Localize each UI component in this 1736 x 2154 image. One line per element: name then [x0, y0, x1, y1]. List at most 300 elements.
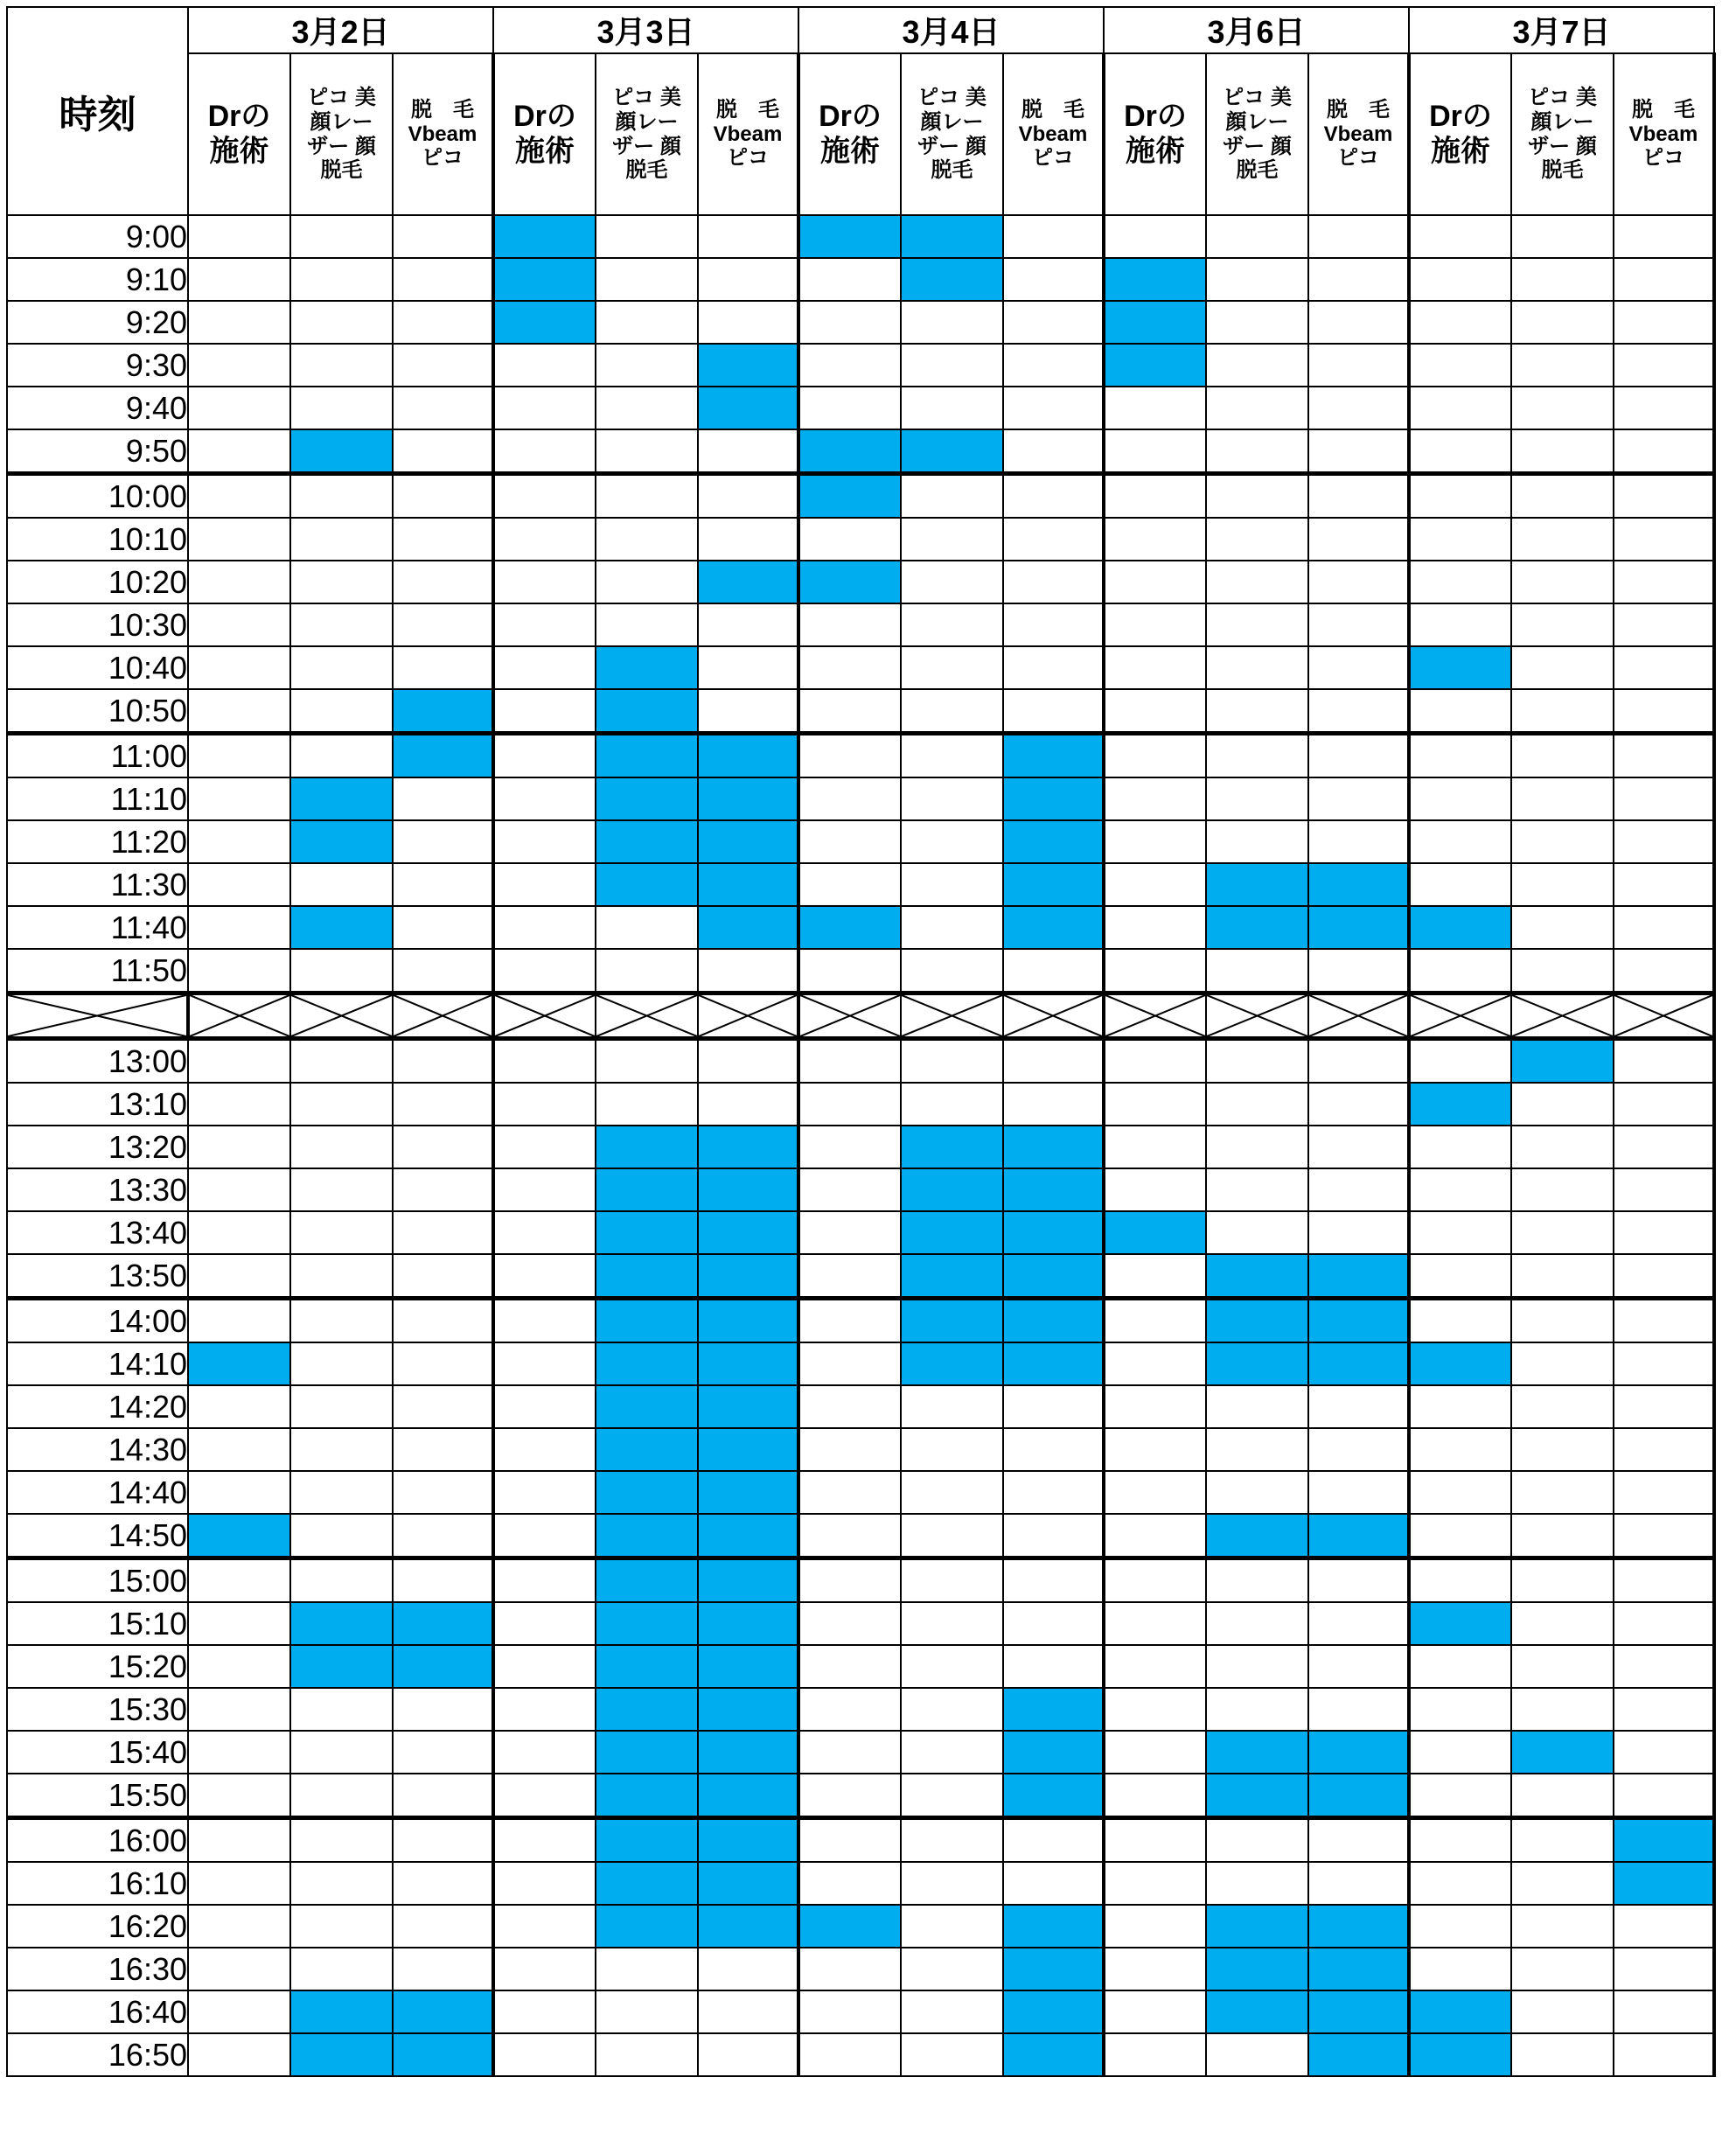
available-slot-cell[interactable] — [798, 1083, 901, 1126]
available-slot-cell[interactable] — [1206, 646, 1308, 689]
available-slot-cell[interactable] — [1511, 863, 1614, 906]
available-slot-cell[interactable] — [290, 561, 393, 603]
available-slot-cell[interactable] — [290, 258, 393, 301]
available-slot-cell[interactable] — [290, 1948, 393, 1990]
available-slot-cell[interactable] — [393, 1039, 493, 1084]
available-slot-cell[interactable] — [901, 1774, 1003, 1818]
available-slot-cell[interactable] — [1308, 1602, 1409, 1645]
booked-slot-cell[interactable] — [1003, 1731, 1104, 1774]
available-slot-cell[interactable] — [901, 906, 1003, 949]
booked-slot-cell[interactable] — [1003, 1905, 1104, 1948]
available-slot-cell[interactable] — [1614, 301, 1714, 344]
available-slot-cell[interactable] — [1511, 387, 1614, 429]
booked-slot-cell[interactable] — [1409, 2033, 1511, 2076]
booked-slot-cell[interactable] — [493, 258, 596, 301]
booked-slot-cell[interactable] — [1206, 1774, 1308, 1818]
available-slot-cell[interactable] — [1409, 949, 1511, 993]
available-slot-cell[interactable] — [901, 474, 1003, 519]
available-slot-cell[interactable] — [1511, 1558, 1614, 1603]
available-slot-cell[interactable] — [493, 1471, 596, 1514]
available-slot-cell[interactable] — [188, 1083, 290, 1126]
available-slot-cell[interactable] — [1409, 1211, 1511, 1254]
available-slot-cell[interactable] — [1511, 258, 1614, 301]
available-slot-cell[interactable] — [1614, 906, 1714, 949]
available-slot-cell[interactable] — [1511, 1385, 1614, 1428]
available-slot-cell[interactable] — [290, 344, 393, 387]
available-slot-cell[interactable] — [901, 301, 1003, 344]
booked-slot-cell[interactable] — [1409, 1083, 1511, 1126]
available-slot-cell[interactable] — [1003, 1818, 1104, 1863]
available-slot-cell[interactable] — [1104, 429, 1206, 474]
available-slot-cell[interactable] — [493, 429, 596, 474]
booked-slot-cell[interactable] — [1308, 1905, 1409, 1948]
available-slot-cell[interactable] — [1409, 1514, 1511, 1558]
available-slot-cell[interactable] — [698, 689, 798, 734]
available-slot-cell[interactable] — [493, 777, 596, 820]
available-slot-cell[interactable] — [901, 777, 1003, 820]
available-slot-cell[interactable] — [393, 906, 493, 949]
available-slot-cell[interactable] — [493, 1083, 596, 1126]
available-slot-cell[interactable] — [1206, 301, 1308, 344]
available-slot-cell[interactable] — [1206, 1083, 1308, 1126]
available-slot-cell[interactable] — [798, 1168, 901, 1211]
available-slot-cell[interactable] — [1206, 1385, 1308, 1428]
available-slot-cell[interactable] — [493, 2033, 596, 2076]
available-slot-cell[interactable] — [1409, 344, 1511, 387]
available-slot-cell[interactable] — [1206, 734, 1308, 778]
available-slot-cell[interactable] — [493, 1428, 596, 1471]
available-slot-cell[interactable] — [1614, 215, 1714, 258]
booked-slot-cell[interactable] — [1308, 1990, 1409, 2033]
available-slot-cell[interactable] — [1409, 863, 1511, 906]
available-slot-cell[interactable] — [798, 689, 901, 734]
available-slot-cell[interactable] — [1614, 863, 1714, 906]
booked-slot-cell[interactable] — [596, 1731, 698, 1774]
available-slot-cell[interactable] — [393, 1428, 493, 1471]
booked-slot-cell[interactable] — [596, 1342, 698, 1385]
available-slot-cell[interactable] — [1511, 1948, 1614, 1990]
booked-slot-cell[interactable] — [596, 1254, 698, 1299]
available-slot-cell[interactable] — [798, 1385, 901, 1428]
available-slot-cell[interactable] — [188, 258, 290, 301]
available-slot-cell[interactable] — [1409, 215, 1511, 258]
available-slot-cell[interactable] — [1308, 1558, 1409, 1603]
available-slot-cell[interactable] — [1409, 1299, 1511, 1343]
booked-slot-cell[interactable] — [1003, 1126, 1104, 1168]
available-slot-cell[interactable] — [1308, 820, 1409, 863]
available-slot-cell[interactable] — [596, 2033, 698, 2076]
available-slot-cell[interactable] — [1614, 1558, 1714, 1603]
available-slot-cell[interactable] — [1003, 1862, 1104, 1905]
available-slot-cell[interactable] — [596, 301, 698, 344]
booked-slot-cell[interactable] — [1003, 906, 1104, 949]
available-slot-cell[interactable] — [798, 1428, 901, 1471]
available-slot-cell[interactable] — [493, 1948, 596, 1990]
available-slot-cell[interactable] — [493, 1862, 596, 1905]
available-slot-cell[interactable] — [1308, 301, 1409, 344]
available-slot-cell[interactable] — [393, 820, 493, 863]
available-slot-cell[interactable] — [1104, 474, 1206, 519]
booked-slot-cell[interactable] — [596, 1602, 698, 1645]
available-slot-cell[interactable] — [1104, 561, 1206, 603]
booked-slot-cell[interactable] — [290, 906, 393, 949]
available-slot-cell[interactable] — [188, 1211, 290, 1254]
available-slot-cell[interactable] — [596, 603, 698, 646]
available-slot-cell[interactable] — [290, 474, 393, 519]
available-slot-cell[interactable] — [1206, 1558, 1308, 1603]
available-slot-cell[interactable] — [188, 1558, 290, 1603]
available-slot-cell[interactable] — [596, 429, 698, 474]
available-slot-cell[interactable] — [798, 1558, 901, 1603]
available-slot-cell[interactable] — [493, 561, 596, 603]
available-slot-cell[interactable] — [1308, 1039, 1409, 1084]
available-slot-cell[interactable] — [1308, 734, 1409, 778]
available-slot-cell[interactable] — [1206, 1688, 1308, 1731]
available-slot-cell[interactable] — [1614, 1688, 1714, 1731]
booked-slot-cell[interactable] — [798, 474, 901, 519]
available-slot-cell[interactable] — [1206, 1818, 1308, 1863]
available-slot-cell[interactable] — [188, 301, 290, 344]
booked-slot-cell[interactable] — [596, 1168, 698, 1211]
available-slot-cell[interactable] — [1409, 387, 1511, 429]
booked-slot-cell[interactable] — [1003, 1168, 1104, 1211]
available-slot-cell[interactable] — [596, 474, 698, 519]
available-slot-cell[interactable] — [1614, 1731, 1714, 1774]
available-slot-cell[interactable] — [901, 863, 1003, 906]
available-slot-cell[interactable] — [1104, 1948, 1206, 1990]
available-slot-cell[interactable] — [1511, 561, 1614, 603]
available-slot-cell[interactable] — [493, 518, 596, 561]
available-slot-cell[interactable] — [1614, 1428, 1714, 1471]
available-slot-cell[interactable] — [493, 734, 596, 778]
available-slot-cell[interactable] — [1104, 1083, 1206, 1126]
available-slot-cell[interactable] — [901, 1990, 1003, 2033]
available-slot-cell[interactable] — [493, 1385, 596, 1428]
available-slot-cell[interactable] — [901, 603, 1003, 646]
available-slot-cell[interactable] — [1104, 863, 1206, 906]
booked-slot-cell[interactable] — [901, 1211, 1003, 1254]
booked-slot-cell[interactable] — [698, 561, 798, 603]
available-slot-cell[interactable] — [1308, 474, 1409, 519]
available-slot-cell[interactable] — [1003, 387, 1104, 429]
available-slot-cell[interactable] — [393, 1342, 493, 1385]
available-slot-cell[interactable] — [393, 1862, 493, 1905]
available-slot-cell[interactable] — [493, 1905, 596, 1948]
available-slot-cell[interactable] — [1308, 603, 1409, 646]
available-slot-cell[interactable] — [1409, 689, 1511, 734]
available-slot-cell[interactable] — [1614, 734, 1714, 778]
available-slot-cell[interactable] — [393, 1083, 493, 1126]
available-slot-cell[interactable] — [1206, 561, 1308, 603]
available-slot-cell[interactable] — [1206, 1039, 1308, 1084]
available-slot-cell[interactable] — [1614, 1299, 1714, 1343]
available-slot-cell[interactable] — [1614, 1645, 1714, 1688]
available-slot-cell[interactable] — [1511, 1211, 1614, 1254]
available-slot-cell[interactable] — [1104, 518, 1206, 561]
available-slot-cell[interactable] — [798, 258, 901, 301]
booked-slot-cell[interactable] — [1104, 344, 1206, 387]
available-slot-cell[interactable] — [188, 1299, 290, 1343]
available-slot-cell[interactable] — [1614, 387, 1714, 429]
available-slot-cell[interactable] — [493, 474, 596, 519]
available-slot-cell[interactable] — [1409, 1428, 1511, 1471]
available-slot-cell[interactable] — [290, 1211, 393, 1254]
available-slot-cell[interactable] — [1206, 1428, 1308, 1471]
booked-slot-cell[interactable] — [290, 1990, 393, 2033]
available-slot-cell[interactable] — [1308, 689, 1409, 734]
available-slot-cell[interactable] — [1614, 820, 1714, 863]
available-slot-cell[interactable] — [1104, 1428, 1206, 1471]
available-slot-cell[interactable] — [393, 1818, 493, 1863]
available-slot-cell[interactable] — [1308, 518, 1409, 561]
available-slot-cell[interactable] — [493, 689, 596, 734]
available-slot-cell[interactable] — [493, 1774, 596, 1818]
available-slot-cell[interactable] — [188, 820, 290, 863]
available-slot-cell[interactable] — [1511, 906, 1614, 949]
available-slot-cell[interactable] — [1614, 2033, 1714, 2076]
available-slot-cell[interactable] — [1409, 429, 1511, 474]
available-slot-cell[interactable] — [798, 1471, 901, 1514]
available-slot-cell[interactable] — [798, 1514, 901, 1558]
available-slot-cell[interactable] — [493, 387, 596, 429]
available-slot-cell[interactable] — [901, 1602, 1003, 1645]
available-slot-cell[interactable] — [1409, 1471, 1511, 1514]
available-slot-cell[interactable] — [1104, 1471, 1206, 1514]
available-slot-cell[interactable] — [290, 1558, 393, 1603]
available-slot-cell[interactable] — [798, 863, 901, 906]
available-slot-cell[interactable] — [1614, 1083, 1714, 1126]
booked-slot-cell[interactable] — [698, 1168, 798, 1211]
available-slot-cell[interactable] — [596, 344, 698, 387]
booked-slot-cell[interactable] — [698, 1211, 798, 1254]
available-slot-cell[interactable] — [188, 1818, 290, 1863]
available-slot-cell[interactable] — [290, 1254, 393, 1299]
available-slot-cell[interactable] — [901, 1905, 1003, 1948]
available-slot-cell[interactable] — [1308, 387, 1409, 429]
available-slot-cell[interactable] — [698, 646, 798, 689]
booked-slot-cell[interactable] — [1409, 906, 1511, 949]
booked-slot-cell[interactable] — [1003, 820, 1104, 863]
booked-slot-cell[interactable] — [698, 777, 798, 820]
available-slot-cell[interactable] — [1003, 429, 1104, 474]
available-slot-cell[interactable] — [698, 1948, 798, 1990]
available-slot-cell[interactable] — [1104, 820, 1206, 863]
available-slot-cell[interactable] — [393, 1168, 493, 1211]
available-slot-cell[interactable] — [188, 344, 290, 387]
booked-slot-cell[interactable] — [698, 1514, 798, 1558]
available-slot-cell[interactable] — [1206, 1602, 1308, 1645]
available-slot-cell[interactable] — [1614, 1039, 1714, 1084]
booked-slot-cell[interactable] — [1511, 1039, 1614, 1084]
available-slot-cell[interactable] — [798, 1688, 901, 1731]
booked-slot-cell[interactable] — [1206, 1299, 1308, 1343]
available-slot-cell[interactable] — [1614, 1126, 1714, 1168]
booked-slot-cell[interactable] — [1104, 258, 1206, 301]
available-slot-cell[interactable] — [1511, 1126, 1614, 1168]
available-slot-cell[interactable] — [1614, 258, 1714, 301]
booked-slot-cell[interactable] — [698, 1602, 798, 1645]
available-slot-cell[interactable] — [493, 1990, 596, 2033]
available-slot-cell[interactable] — [1104, 603, 1206, 646]
available-slot-cell[interactable] — [1104, 646, 1206, 689]
available-slot-cell[interactable] — [188, 2033, 290, 2076]
available-slot-cell[interactable] — [290, 1039, 393, 1084]
available-slot-cell[interactable] — [493, 1602, 596, 1645]
available-slot-cell[interactable] — [493, 1168, 596, 1211]
available-slot-cell[interactable] — [188, 1774, 290, 1818]
available-slot-cell[interactable] — [798, 1254, 901, 1299]
available-slot-cell[interactable] — [596, 949, 698, 993]
booked-slot-cell[interactable] — [1104, 1211, 1206, 1254]
available-slot-cell[interactable] — [1511, 1083, 1614, 1126]
available-slot-cell[interactable] — [188, 1385, 290, 1428]
available-slot-cell[interactable] — [393, 344, 493, 387]
available-slot-cell[interactable] — [1308, 344, 1409, 387]
available-slot-cell[interactable] — [1104, 1039, 1206, 1084]
available-slot-cell[interactable] — [1206, 258, 1308, 301]
available-slot-cell[interactable] — [901, 1385, 1003, 1428]
available-slot-cell[interactable] — [493, 1558, 596, 1603]
booked-slot-cell[interactable] — [698, 906, 798, 949]
available-slot-cell[interactable] — [290, 949, 393, 993]
available-slot-cell[interactable] — [393, 301, 493, 344]
booked-slot-cell[interactable] — [901, 429, 1003, 474]
available-slot-cell[interactable] — [290, 689, 393, 734]
available-slot-cell[interactable] — [188, 1948, 290, 1990]
available-slot-cell[interactable] — [188, 215, 290, 258]
booked-slot-cell[interactable] — [698, 863, 798, 906]
available-slot-cell[interactable] — [1511, 734, 1614, 778]
available-slot-cell[interactable] — [1409, 1948, 1511, 1990]
booked-slot-cell[interactable] — [798, 215, 901, 258]
available-slot-cell[interactable] — [493, 1818, 596, 1863]
available-slot-cell[interactable] — [1003, 689, 1104, 734]
available-slot-cell[interactable] — [798, 301, 901, 344]
available-slot-cell[interactable] — [290, 1083, 393, 1126]
booked-slot-cell[interactable] — [1206, 1948, 1308, 1990]
available-slot-cell[interactable] — [493, 949, 596, 993]
available-slot-cell[interactable] — [188, 1862, 290, 1905]
available-slot-cell[interactable] — [1511, 603, 1614, 646]
available-slot-cell[interactable] — [290, 1342, 393, 1385]
booked-slot-cell[interactable] — [698, 1471, 798, 1514]
booked-slot-cell[interactable] — [1003, 1211, 1104, 1254]
available-slot-cell[interactable] — [1003, 1645, 1104, 1688]
available-slot-cell[interactable] — [290, 1385, 393, 1428]
booked-slot-cell[interactable] — [698, 1342, 798, 1385]
booked-slot-cell[interactable] — [290, 429, 393, 474]
available-slot-cell[interactable] — [1206, 387, 1308, 429]
available-slot-cell[interactable] — [188, 949, 290, 993]
booked-slot-cell[interactable] — [290, 1645, 393, 1688]
available-slot-cell[interactable] — [901, 1688, 1003, 1731]
available-slot-cell[interactable] — [393, 1948, 493, 1990]
available-slot-cell[interactable] — [493, 1731, 596, 1774]
available-slot-cell[interactable] — [393, 258, 493, 301]
booked-slot-cell[interactable] — [596, 1428, 698, 1471]
available-slot-cell[interactable] — [698, 429, 798, 474]
available-slot-cell[interactable] — [493, 820, 596, 863]
available-slot-cell[interactable] — [1104, 2033, 1206, 2076]
available-slot-cell[interactable] — [188, 1471, 290, 1514]
available-slot-cell[interactable] — [393, 1385, 493, 1428]
available-slot-cell[interactable] — [798, 646, 901, 689]
available-slot-cell[interactable] — [1206, 603, 1308, 646]
available-slot-cell[interactable] — [393, 474, 493, 519]
available-slot-cell[interactable] — [798, 344, 901, 387]
available-slot-cell[interactable] — [493, 1039, 596, 1084]
booked-slot-cell[interactable] — [698, 734, 798, 778]
available-slot-cell[interactable] — [1511, 646, 1614, 689]
booked-slot-cell[interactable] — [1308, 1948, 1409, 1990]
available-slot-cell[interactable] — [901, 1731, 1003, 1774]
available-slot-cell[interactable] — [1003, 1558, 1104, 1603]
available-slot-cell[interactable] — [188, 689, 290, 734]
available-slot-cell[interactable] — [1409, 474, 1511, 519]
available-slot-cell[interactable] — [1104, 1342, 1206, 1385]
available-slot-cell[interactable] — [1003, 1039, 1104, 1084]
booked-slot-cell[interactable] — [596, 689, 698, 734]
booked-slot-cell[interactable] — [698, 1299, 798, 1343]
available-slot-cell[interactable] — [1308, 1862, 1409, 1905]
available-slot-cell[interactable] — [1308, 777, 1409, 820]
available-slot-cell[interactable] — [393, 1774, 493, 1818]
available-slot-cell[interactable] — [393, 1471, 493, 1514]
available-slot-cell[interactable] — [1104, 949, 1206, 993]
available-slot-cell[interactable] — [1614, 1774, 1714, 1818]
booked-slot-cell[interactable] — [698, 1905, 798, 1948]
available-slot-cell[interactable] — [290, 1514, 393, 1558]
available-slot-cell[interactable] — [1206, 820, 1308, 863]
available-slot-cell[interactable] — [188, 1688, 290, 1731]
available-slot-cell[interactable] — [393, 777, 493, 820]
booked-slot-cell[interactable] — [1614, 1862, 1714, 1905]
available-slot-cell[interactable] — [901, 1083, 1003, 1126]
available-slot-cell[interactable] — [596, 1990, 698, 2033]
booked-slot-cell[interactable] — [393, 689, 493, 734]
available-slot-cell[interactable] — [188, 474, 290, 519]
available-slot-cell[interactable] — [1003, 1083, 1104, 1126]
available-slot-cell[interactable] — [1104, 1818, 1206, 1863]
available-slot-cell[interactable] — [1409, 1688, 1511, 1731]
available-slot-cell[interactable] — [1614, 603, 1714, 646]
booked-slot-cell[interactable] — [596, 1862, 698, 1905]
available-slot-cell[interactable] — [1003, 646, 1104, 689]
available-slot-cell[interactable] — [1308, 1818, 1409, 1863]
available-slot-cell[interactable] — [1104, 215, 1206, 258]
available-slot-cell[interactable] — [393, 1905, 493, 1948]
available-slot-cell[interactable] — [1003, 561, 1104, 603]
available-slot-cell[interactable] — [1511, 949, 1614, 993]
booked-slot-cell[interactable] — [1206, 1990, 1308, 2033]
available-slot-cell[interactable] — [1104, 1299, 1206, 1343]
available-slot-cell[interactable] — [1104, 1558, 1206, 1603]
booked-slot-cell[interactable] — [1206, 1905, 1308, 1948]
available-slot-cell[interactable] — [596, 1948, 698, 1990]
available-slot-cell[interactable] — [188, 561, 290, 603]
available-slot-cell[interactable] — [393, 1254, 493, 1299]
available-slot-cell[interactable] — [698, 949, 798, 993]
available-slot-cell[interactable] — [188, 1990, 290, 2033]
available-slot-cell[interactable] — [901, 734, 1003, 778]
available-slot-cell[interactable] — [1614, 344, 1714, 387]
booked-slot-cell[interactable] — [596, 1126, 698, 1168]
booked-slot-cell[interactable] — [698, 1774, 798, 1818]
available-slot-cell[interactable] — [698, 2033, 798, 2076]
booked-slot-cell[interactable] — [1003, 1299, 1104, 1343]
available-slot-cell[interactable] — [1511, 1818, 1614, 1863]
available-slot-cell[interactable] — [1614, 1168, 1714, 1211]
